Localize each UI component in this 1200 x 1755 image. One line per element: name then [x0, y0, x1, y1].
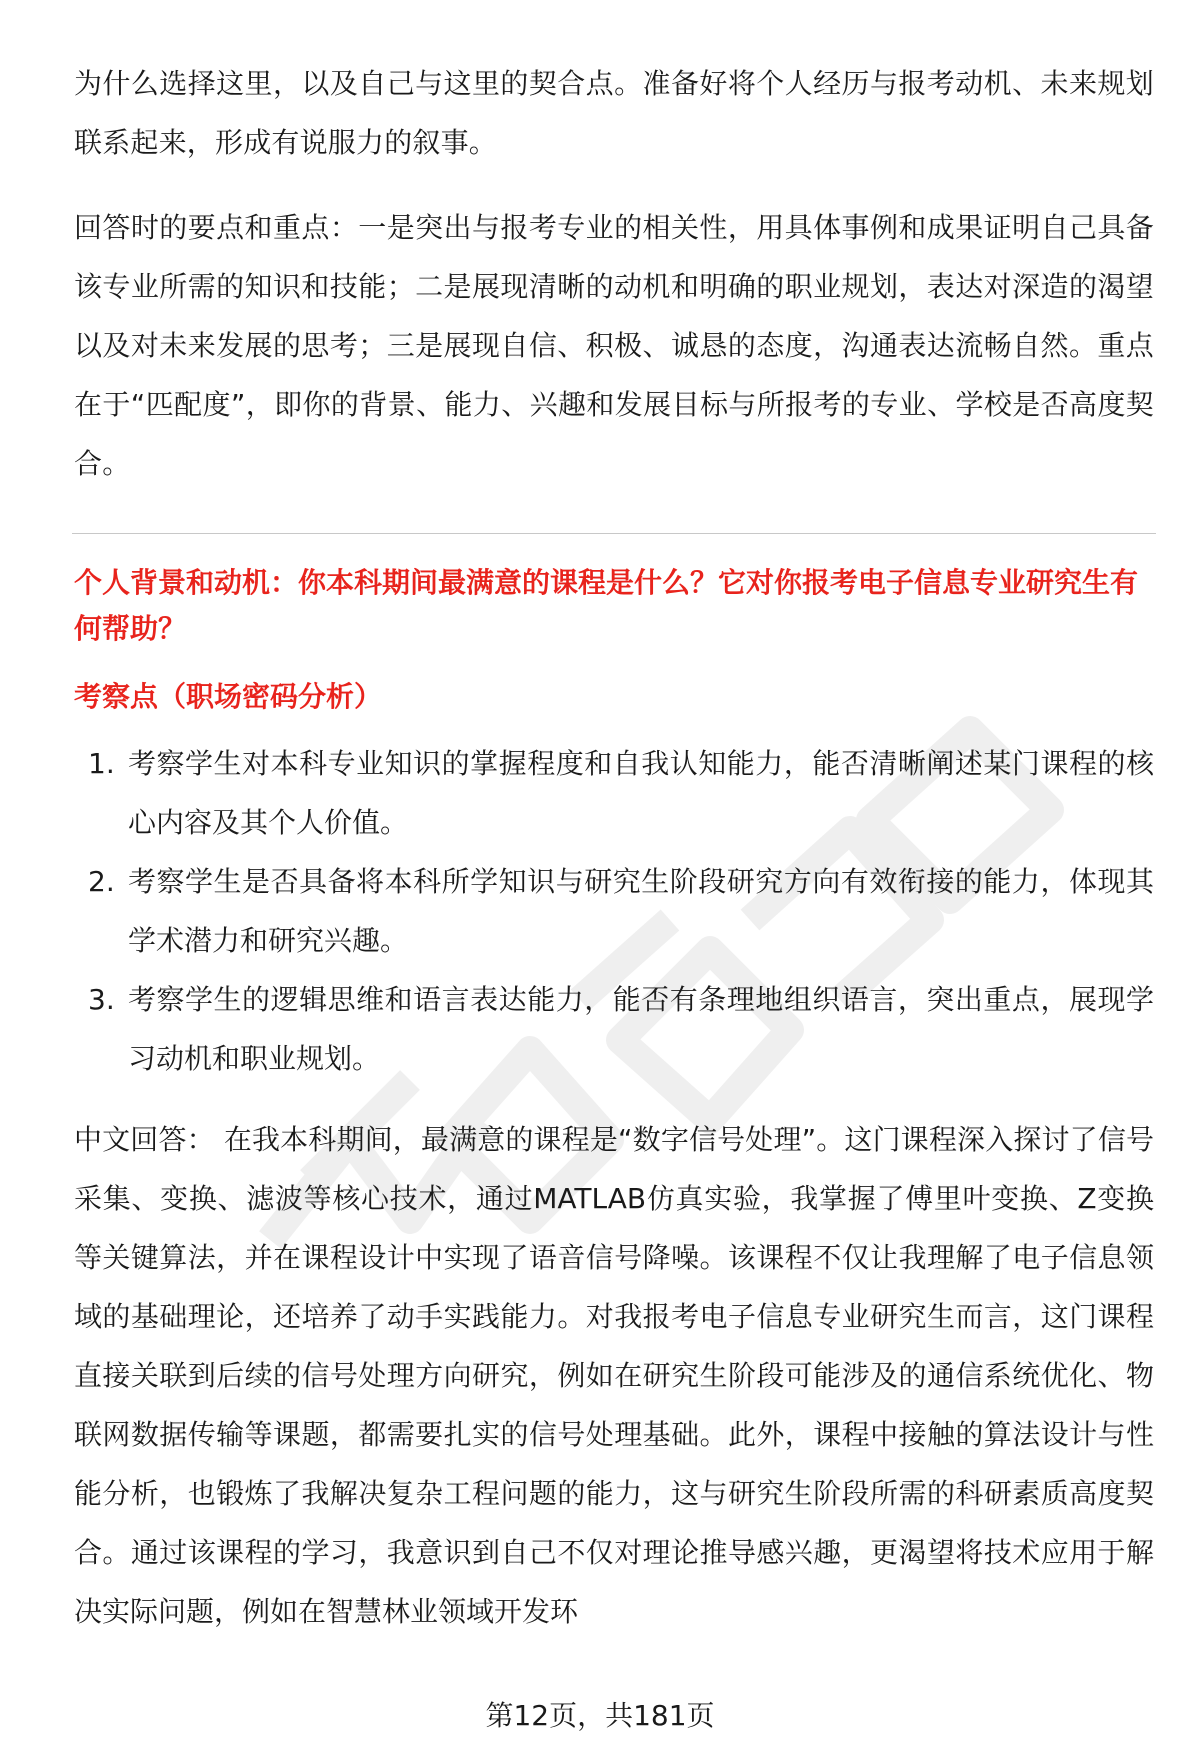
list-item-text: 考察学生对本科专业知识的掌握程度和自我认知能力，能否清晰阐述某门课程的核心内容及其个人价值。 [128, 747, 1154, 839]
chinese-answer-paragraph: 中文回答： 在我本科期间，最满意的课程是“数字信号处理”。这门课程深入探讨了信号采集、变换、滤波等核心技术，通过MATLAB仿真实验，我掌握了傅里叶变换、Z变换等关键算法，并在课程设计中实现了语音信号降噪。该课程不仅让我理解了电子信息领域的基础理论，还培养了动手实践能力。对我报考电子信息专业研究生而言，这门课程直接关联到后续的信号处理方向研究，例如在研究生阶段可能涉及的通信系统优化、物联网数据传输等课题，都需要扎实的信号处理基础。此外，课程中接触的算法设计与性能分析，也锻炼了我解决复杂工程问题的能力，这与研究生阶段所需的科研素质高度契合。通过该课程的学习，我意识到自己不仅对理论推导感兴趣，更渴望将技术应用于解决实际问题，例如在智慧林业领域开发环 [74, 1123, 1154, 1628]
list-item-number: 3. [88, 983, 115, 1016]
paragraph-answer-key-points: 回答时的要点和重点：一是突出与报考专业的相关性，用具体事例和成果证明自己具备该专业所需的知识和技能；二是展现清晰的动机和明确的职业规划，表达对深造的渴望以及对未来发展的思考；三是展现自信、积极、诚恳的态度，沟通表达流畅自然。重点在于“匹配度”，即你的背景、能力、兴趣和发展目标与所报考的专业、学校是否高度契合。 [74, 211, 1154, 480]
paragraph-motivation-narrative: 为什么选择这里，以及自己与这里的契合点。准备好将个人经历与报考动机、未来规划联系起来，形成有说服力的叙事。 [74, 67, 1154, 159]
section-divider [72, 533, 1156, 534]
list-item-number: 2. [88, 865, 115, 898]
list-item [74, 734, 1154, 852]
list-item-number: 1. [88, 747, 115, 780]
page-content [74, 54, 1154, 1641]
assessment-points-heading: 考察点（职场密码分析） [74, 680, 383, 713]
list-item-text: 考察学生的逻辑思维和语言表达能力，能否有条理地组织语言，突出重点，展现学习动机和职业规划。 [128, 983, 1154, 1075]
assessment-points-list [74, 734, 1154, 1088]
list-item [74, 852, 1154, 970]
list-item [74, 970, 1154, 1088]
question-title: 个人背景和动机：你本科期间最满意的课程是什么？它对你报考电子信息专业研究生有何帮助？ [74, 566, 1139, 645]
list-item-text: 考察学生是否具备将本科所学知识与研究生阶段研究方向有效衔接的能力，体现其学术潜力和研究兴趣。 [128, 865, 1154, 957]
page-number-footer: 第12页，共181页 [485, 1699, 715, 1732]
